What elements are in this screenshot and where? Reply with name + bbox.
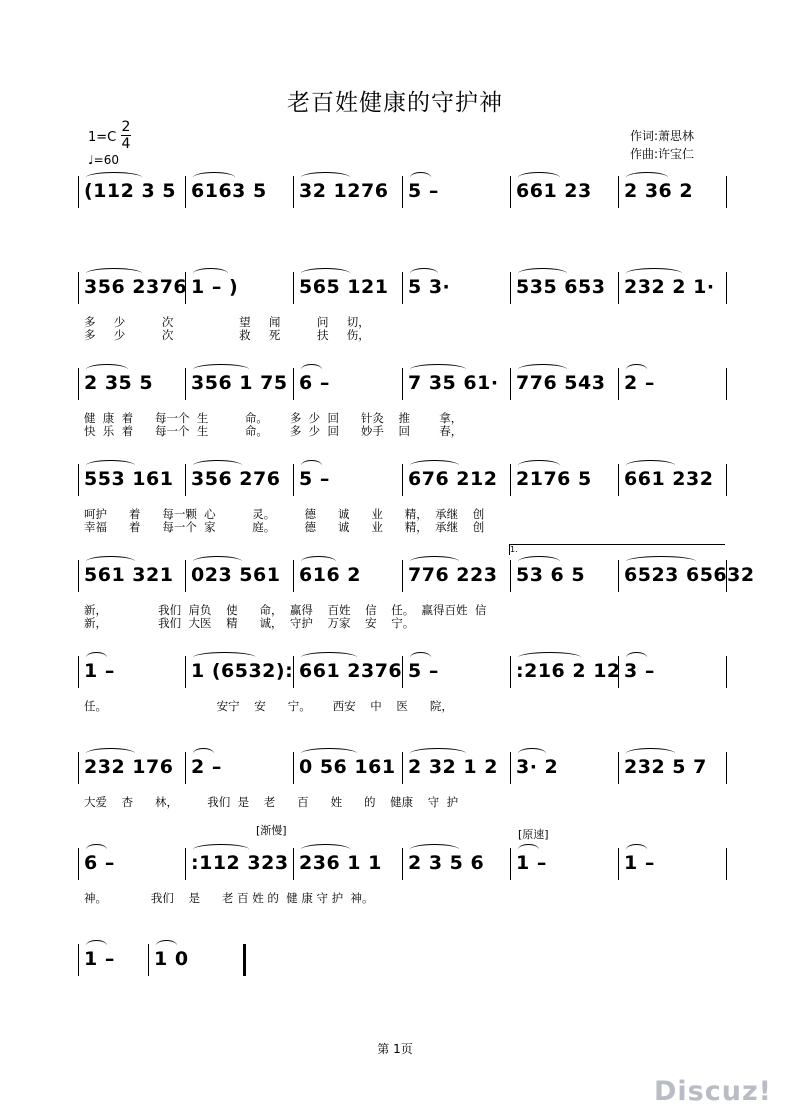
measure: 2 35 5 <box>84 372 154 394</box>
bar-line <box>618 752 619 784</box>
lyric-line: 新， 我们 大医 精 诚， 守护 万家 安 宁。 <box>84 616 415 630</box>
slur-mark <box>410 268 438 279</box>
slur-mark <box>626 652 647 663</box>
slur-mark <box>626 268 682 279</box>
slur-mark <box>86 652 107 663</box>
slur-mark <box>301 844 350 855</box>
slur-mark <box>86 172 142 183</box>
tempo-back-marking: [原速] <box>518 828 549 841</box>
slur-mark <box>86 940 107 951</box>
key-signature: 1=C <box>88 130 117 145</box>
measure: 3· 2 <box>516 756 559 778</box>
slur-mark <box>518 748 546 759</box>
measure: 2176 5 <box>516 468 592 490</box>
measure: 023 561 <box>191 564 281 586</box>
bar-line <box>726 368 727 400</box>
bar-line <box>510 752 511 784</box>
bar-line <box>618 272 619 304</box>
bar-line <box>510 560 511 592</box>
page-number: 第 1页 <box>377 1042 413 1056</box>
measure: 32 1276 <box>299 180 389 202</box>
slur-mark <box>518 268 567 279</box>
bar-line <box>78 848 79 880</box>
slur-mark <box>193 364 249 375</box>
bar-line <box>618 368 619 400</box>
quarter-note-icon: ♩ <box>88 153 94 167</box>
bar-line <box>78 176 79 208</box>
slur-mark <box>193 460 242 471</box>
measure: 6523 65632 <box>624 564 755 586</box>
slur-mark <box>193 844 249 855</box>
slur-mark <box>518 460 560 471</box>
lyric-line: 大爱 杏 林， 我们 是 老 百 姓 的 健康 守 护 <box>84 795 459 809</box>
measure: :112 323 <box>191 852 289 874</box>
slur-mark <box>626 172 668 183</box>
slur-mark <box>156 940 177 951</box>
slur-mark <box>518 556 560 567</box>
measure: 5 3· <box>408 276 451 298</box>
bar-line <box>185 176 186 208</box>
bar-line <box>618 464 619 496</box>
measure: 1 – <box>624 852 655 874</box>
slur-mark <box>86 460 135 471</box>
measure: 1 (6532): <box>191 660 294 682</box>
bar-line <box>618 560 619 592</box>
slur-mark <box>86 748 135 759</box>
slur-mark <box>626 460 675 471</box>
measure: 232 176 <box>84 756 174 778</box>
measure: 1 – <box>516 852 547 874</box>
measure: 5 – <box>408 660 439 682</box>
bar-line <box>243 944 246 976</box>
bar-line <box>510 272 511 304</box>
measure: 6 – <box>84 852 115 874</box>
time-signature: 2 4 <box>121 119 131 152</box>
bar-line <box>185 368 186 400</box>
measure: 236 1 1 <box>299 852 382 874</box>
watermark-logo: Discuz! <box>654 1076 772 1107</box>
measure: 5 – <box>299 468 330 490</box>
measure: 2 – <box>624 372 655 394</box>
bar-line <box>185 560 186 592</box>
measure: 5 – <box>408 180 439 202</box>
bar-line <box>402 272 403 304</box>
measure: 776 543 <box>516 372 606 394</box>
measure: 565 121 <box>299 276 389 298</box>
bar-line <box>402 176 403 208</box>
slur-mark <box>410 556 459 567</box>
slur-mark <box>193 748 214 759</box>
measure: 0 56 161 <box>299 756 396 778</box>
slur-mark <box>301 172 350 183</box>
bar-line <box>185 464 186 496</box>
slur-mark <box>86 844 107 855</box>
bar-line <box>293 368 294 400</box>
slur-mark <box>193 556 242 567</box>
tempo-marking: ♩=60 <box>88 153 119 167</box>
lyricist: 作词:萧思林 <box>630 129 695 143</box>
bar-line <box>293 176 294 208</box>
bar-line <box>510 464 511 496</box>
lyric-line: 任。 安宁 安 宁。 西安 中 医 院， <box>84 699 453 713</box>
bar-line <box>402 848 403 880</box>
measure: 561 321 <box>84 564 174 586</box>
measure: 7 35 61· <box>408 372 499 394</box>
bar-line <box>726 464 727 496</box>
slur-mark <box>193 652 256 663</box>
measure: 776 223 <box>408 564 498 586</box>
slur-mark <box>301 652 357 663</box>
composer: 作曲:许宝仁 <box>630 147 695 161</box>
bar-line <box>618 176 619 208</box>
slur-mark <box>86 268 142 279</box>
bar-line <box>402 560 403 592</box>
slur-mark <box>410 460 459 471</box>
credits <box>630 127 694 163</box>
bar-line <box>402 464 403 496</box>
measure: (112 3 5 <box>84 180 177 202</box>
bar-line <box>78 944 79 976</box>
page-title: 老百姓健康的守护神 <box>287 90 503 116</box>
measure: 2 3 5 6 <box>408 852 485 874</box>
slur-mark <box>410 844 459 855</box>
lyric-line: 幸福 着 每一个 家 庭。 德 诚 业 精， 承继 创 <box>84 520 485 534</box>
bar-line <box>293 464 294 496</box>
bar-line <box>78 752 79 784</box>
bar-line <box>185 656 186 688</box>
slur-mark <box>86 364 128 375</box>
measure: 2 – <box>191 756 222 778</box>
measure: 553 161 <box>84 468 174 490</box>
bar-line <box>726 752 727 784</box>
slur-mark <box>86 556 135 567</box>
slur-mark <box>518 172 560 183</box>
lyric-line: 神。 我们 是 老 百 姓 的 健 康 守 护 神。 <box>84 891 374 905</box>
measure: 661 23 <box>516 180 592 202</box>
measure: 6 – <box>299 372 330 394</box>
bar-line <box>78 464 79 496</box>
slur-mark <box>193 172 235 183</box>
slur-mark <box>301 556 336 567</box>
measure: 676 212 <box>408 468 498 490</box>
measure: 356 2376 <box>84 276 188 298</box>
bar-line <box>78 272 79 304</box>
slur-mark <box>626 844 647 855</box>
measure: 3 – <box>624 660 655 682</box>
measure: :216 2 12 <box>516 660 621 682</box>
slur-mark <box>193 268 228 279</box>
slur-mark <box>301 460 322 471</box>
measure: 356 276 <box>191 468 281 490</box>
bar-line <box>726 656 727 688</box>
bar-line <box>185 848 186 880</box>
slur-mark <box>410 748 466 759</box>
lyric-line: 呵护 着 每一颗 心 灵。 德 诚 业 精， 承继 创 <box>84 507 485 521</box>
slur-mark <box>301 364 322 375</box>
bar-line <box>726 176 727 208</box>
bar-line <box>293 272 294 304</box>
bar-line <box>618 848 619 880</box>
measure: 232 2 1· <box>624 276 715 298</box>
slur-mark <box>626 364 647 375</box>
bar-line <box>402 752 403 784</box>
measure: 535 653 <box>516 276 606 298</box>
slur-mark <box>626 748 675 759</box>
measure: 1 – ) <box>191 276 239 298</box>
slow-marking: [渐慢] <box>256 824 287 837</box>
bar-line <box>726 848 727 880</box>
measure: 616 2 <box>299 564 361 586</box>
lyric-line: 多 少 次 望 闻 问 切， <box>84 315 370 329</box>
measure: 2 32 1 2 <box>408 756 498 778</box>
measure: 2 36 2 <box>624 180 694 202</box>
slur-mark <box>410 172 431 183</box>
measure: 661 232 <box>624 468 714 490</box>
bar-line <box>726 272 727 304</box>
bar-line <box>510 656 511 688</box>
bar-line <box>185 752 186 784</box>
measure: 6163 5 <box>191 180 267 202</box>
bar-line <box>402 368 403 400</box>
bar-line <box>78 560 79 592</box>
lyric-line: 健 康 着 每一个 生 命。 多 少 回 针灸 推 拿， <box>84 411 463 425</box>
slur-mark <box>518 652 581 663</box>
slur-mark <box>301 268 350 279</box>
slur-mark <box>410 364 466 375</box>
bar-line <box>78 368 79 400</box>
measure: 232 5 7 <box>624 756 707 778</box>
lyric-line: 多 少 次 救 死 扶 伤， <box>84 328 370 342</box>
slur-mark <box>410 652 431 663</box>
slur-mark <box>518 364 567 375</box>
measure: 1 0 <box>154 948 189 970</box>
measure: 356 1 75 <box>191 372 288 394</box>
slur-mark <box>518 844 539 855</box>
measure: 1 – <box>84 948 115 970</box>
bar-line <box>148 944 149 976</box>
bar-line <box>78 656 79 688</box>
lyric-line: 新， 我们 肩负 使 命， 赢得 百姓 信 任。 赢得百姓 信 <box>84 603 487 617</box>
bar-line <box>293 560 294 592</box>
bar-line <box>510 848 511 880</box>
slur-mark <box>626 556 696 567</box>
slur-mark <box>301 748 357 759</box>
volta-bracket: 1. <box>509 544 725 555</box>
measure: 661 2376 <box>299 660 403 682</box>
bar-line <box>293 752 294 784</box>
measure: 53 6 5 <box>516 564 586 586</box>
bar-line <box>510 368 511 400</box>
bar-line <box>293 848 294 880</box>
bar-line <box>510 176 511 208</box>
lyric-line: 快 乐 着 每一个 生 命。 多 少 回 妙手 回 春， <box>84 424 463 438</box>
measure: 1 – <box>84 660 115 682</box>
